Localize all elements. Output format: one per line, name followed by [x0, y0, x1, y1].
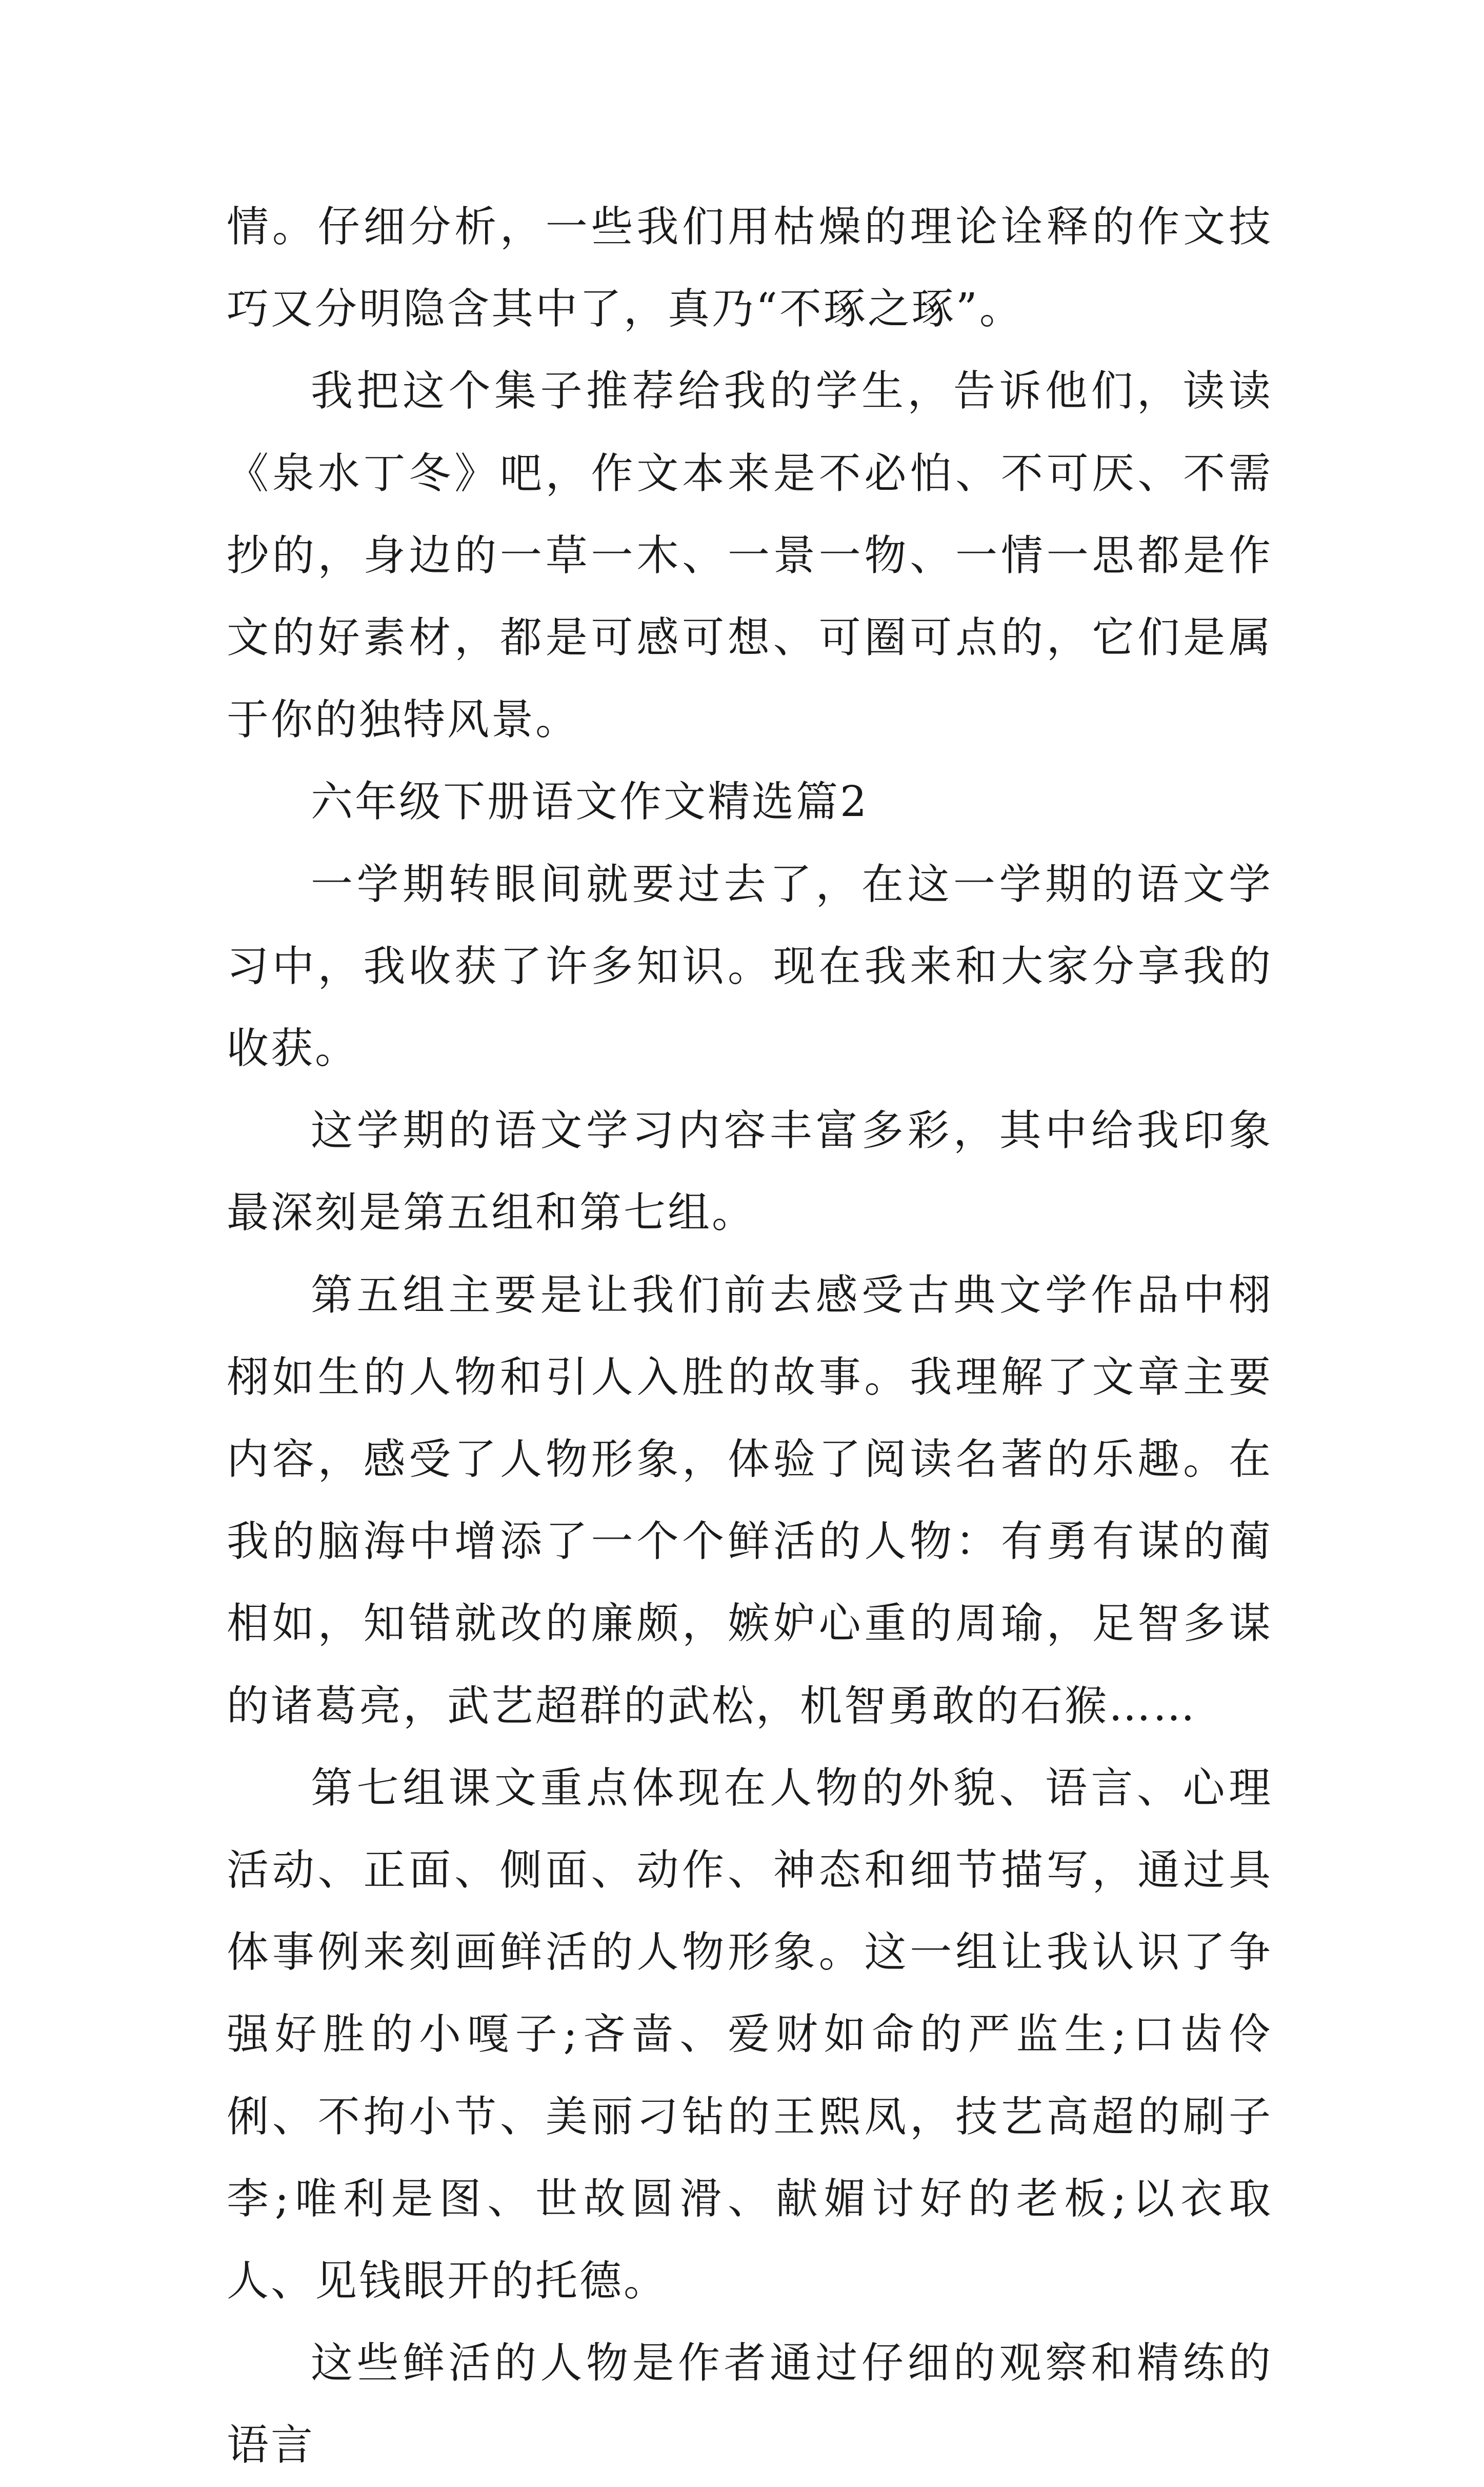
- paragraph-closing: 这些鲜活的人物是作者通过仔细的观察和精练的语言: [227, 2339, 1273, 2470]
- paragraph-group-seven: 第七组课文重点体现在人物的外貌、语言、心理活动、正面、侧面、动作、神态和细节描写，通过具体事例来刻画鲜活的人物形象。这一组让我认识了争强好胜的小嘎子;吝啬、爱财如命的严监生;口齿伶俐、不拘小节、美丽刁钻的王熙凤，技艺高超的刷子李;唯利是图、世故圆滑、献媚讨好的老板;以衣取人、见钱眼开的托德。: [227, 1763, 1273, 2306]
- document-body: [227, 186, 1273, 2487]
- paragraph-continuation: 情。仔细分析，一些我们用枯燥的理论诠释的作文技巧又分明隐含其中了，真乃“不琢之琢”。: [227, 203, 1273, 334]
- paragraph-recommendation: 我把这个集子推荐给我的学生，告诉他们，读读《泉水丁冬》吧，作文本来是不必怕、不可厌、不需抄的，身边的一草一木、一景一物、一情一思都是作文的好素材，都是可感可想、可圈可点的，它们是属于你的独特风景。: [227, 367, 1273, 745]
- section-heading: 六年级下册语文作文精选篇2: [311, 778, 869, 827]
- paragraph-group-five: 第五组主要是让我们前去感受古典文学作品中栩栩如生的人物和引人入胜的故事。我理解了文章主要内容，感受了人物形象，体验了阅读名著的乐趣。在我的脑海中增添了一个个鲜活的人物：有勇有谋的蔺相如，知错就改的廉颇，嫉妒心重的周瑜，足智多谋的诸葛亮，武艺超群的武松，机智勇敢的石猴……: [227, 1270, 1273, 1730]
- paragraph-intro: 一学期转眼间就要过去了，在这一学期的语文学习中，我收获了许多知识。现在我来和大家分享我的收获。: [227, 860, 1273, 1073]
- paragraph-impression: 这学期的语文学习内容丰富多彩，其中给我印象最深刻是第五组和第七组。: [227, 1106, 1273, 1238]
